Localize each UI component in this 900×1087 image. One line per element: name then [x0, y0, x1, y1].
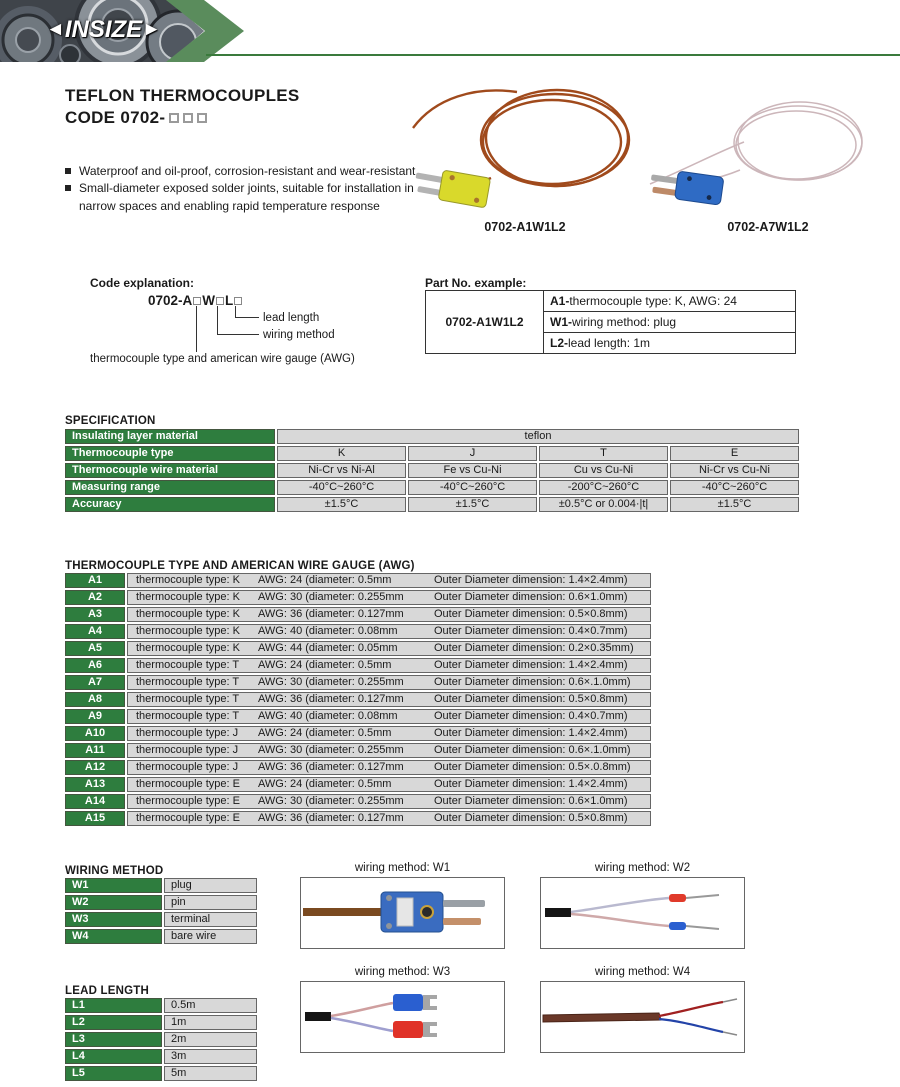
feature-item	[65, 163, 425, 180]
awg-row	[65, 658, 651, 673]
awg-od: Outer Diameter dimension: 0.6×.1.0mm)	[434, 676, 631, 688]
wiring-figure-w4	[540, 966, 745, 1053]
awg-row-text	[127, 607, 651, 622]
t-thermocouple-photo	[648, 88, 888, 218]
wiring-figure-caption: wiring method: W1	[354, 862, 451, 874]
awg-gauge: AWG: 36 (diameter: 0.127mm	[258, 761, 404, 773]
awg-row-text	[127, 692, 651, 707]
lead-length-table	[65, 998, 257, 1083]
awg-code-cell: A4	[65, 624, 125, 639]
wiring-code-cell: W4	[65, 929, 162, 944]
wiring-figure-box	[300, 877, 505, 949]
spec-cell: T	[539, 446, 668, 461]
code-placeholder-box-icon	[197, 113, 207, 123]
awg-type: thermocouple type: E	[136, 778, 240, 790]
awg-row-text	[127, 573, 651, 588]
product-image-t-type	[648, 88, 888, 223]
wiring-method-row	[65, 912, 257, 927]
awg-row-text	[127, 794, 651, 809]
awg-heading: THERMOCOUPLE TYPE AND AMERICAN WIRE GAUGE (AWG)	[65, 560, 415, 572]
part-desc-text: thermocouple type: K, AWG: 24	[569, 294, 737, 308]
wiring-figure-caption: wiring method: W4	[594, 966, 691, 978]
awg-type: thermocouple type: J	[136, 761, 239, 773]
awg-code-cell: A9	[65, 709, 125, 724]
awg-row	[65, 675, 651, 690]
product-code-title	[65, 108, 207, 128]
code-seg: W	[202, 293, 216, 308]
spec-row	[65, 429, 805, 444]
lead-length-row	[65, 1066, 257, 1081]
awg-type: thermocouple type: K	[136, 591, 240, 603]
awg-row-text	[127, 760, 651, 775]
spec-cell: K	[277, 446, 406, 461]
awg-code-cell: A2	[65, 590, 125, 605]
awg-od: Outer Diameter dimension: 0.5×.0.8mm)	[434, 761, 631, 773]
awg-gauge: AWG: 30 (diameter: 0.255mm	[258, 676, 404, 688]
wiring-value-cell: bare wire	[164, 929, 257, 944]
awg-od: Outer Diameter dimension: 0.6×.1.0mm)	[434, 744, 631, 756]
awg-row	[65, 726, 651, 741]
awg-gauge: AWG: 36 (diameter: 0.127mm	[258, 812, 404, 824]
code-explanation-heading: Code explanation:	[90, 276, 195, 290]
k-thermocouple-photo	[405, 80, 645, 215]
product-image-k-type	[405, 80, 645, 220]
awg-row-text	[127, 675, 651, 690]
brand-logo	[46, 16, 161, 44]
blue-plug-connector	[649, 167, 724, 205]
wiring-code-cell: W2	[65, 895, 162, 910]
awg-type: thermocouple type: T	[136, 659, 240, 671]
part-code: L2-	[550, 336, 568, 350]
awg-type: thermocouple type: K	[136, 574, 240, 586]
code-box-icon	[234, 297, 242, 305]
awg-row	[65, 794, 651, 809]
spec-cell: ±1.5°C	[408, 497, 537, 512]
awg-od: Outer Diameter dimension: 1.4×2.4mm)	[434, 574, 628, 586]
awg-code-cell: A8	[65, 692, 125, 707]
yellow-plug-connector	[413, 166, 491, 208]
lead-code-cell: L2	[65, 1015, 162, 1030]
awg-gauge: AWG: 24 (diameter: 0.5mm	[258, 574, 392, 586]
code-label-lead-length: lead length	[263, 312, 320, 324]
lead-code-cell: L4	[65, 1049, 162, 1064]
part-example-desc	[544, 291, 796, 312]
part-desc-text: lead length: 1m	[568, 336, 651, 350]
awg-row	[65, 760, 651, 775]
awg-row-text	[127, 743, 651, 758]
spec-cell: teflon	[277, 429, 799, 444]
awg-type: thermocouple type: K	[136, 608, 240, 620]
awg-od: Outer Diameter dimension: 0.6×1.0mm)	[434, 591, 628, 603]
wiring-method-table	[65, 878, 257, 946]
spec-cell: -40°C~260°C	[670, 480, 799, 495]
feature-text: Waterproof and oil-proof, corrosion-resistant and wear-resistant	[79, 164, 416, 178]
awg-row-text	[127, 709, 651, 724]
awg-row	[65, 709, 651, 724]
code-label-thermocouple-type: thermocouple type and american wire gauge (AWG)	[90, 353, 355, 365]
connector-line	[196, 306, 197, 352]
code-placeholder-box-icon	[183, 113, 193, 123]
awg-gauge: AWG: 30 (diameter: 0.255mm	[258, 591, 404, 603]
awg-code-cell: A15	[65, 811, 125, 826]
spec-row	[65, 446, 805, 461]
wiring-figure-caption: wiring method: W2	[594, 862, 691, 874]
awg-gauge: AWG: 36 (diameter: 0.127mm	[258, 693, 404, 705]
bullet-square-icon	[65, 168, 71, 174]
wiring-figure-box	[540, 877, 745, 949]
awg-row	[65, 743, 651, 758]
bare-wire-illustration	[541, 982, 742, 1050]
awg-gauge: AWG: 24 (diameter: 0.5mm	[258, 727, 392, 739]
logo-right-arrow-icon: ►	[142, 19, 161, 40]
awg-type: thermocouple type: T	[136, 710, 240, 722]
spec-cell: Ni-Cr vs Cu-Ni	[670, 463, 799, 478]
spec-cell: J	[408, 446, 537, 461]
code-label-wiring-method: wiring method	[263, 329, 335, 341]
code-seg: L	[225, 293, 234, 308]
awg-od: Outer Diameter dimension: 0.4×0.7mm)	[434, 710, 628, 722]
awg-code-cell: A5	[65, 641, 125, 656]
code-box-icon	[216, 297, 224, 305]
spec-cell: -200°C~260°C	[539, 480, 668, 495]
spec-cell: Ni-Cr vs Ni-Al	[277, 463, 406, 478]
spec-row-label: Insulating layer material	[65, 429, 275, 444]
wiring-code-cell: W1	[65, 878, 162, 893]
spec-row	[65, 463, 805, 478]
awg-type: thermocouple type: J	[136, 727, 239, 739]
part-desc-text: wiring method: plug	[572, 315, 677, 329]
awg-od: Outer Diameter dimension: 0.4×0.7mm)	[434, 625, 628, 637]
awg-row-text	[127, 811, 651, 826]
awg-gauge: AWG: 30 (diameter: 0.255mm	[258, 744, 404, 756]
awg-gauge: AWG: 44 (diameter: 0.05mm	[258, 642, 398, 654]
product-code-prefix: CODE 0702-	[65, 108, 166, 127]
spec-cell: Fe vs Cu-Ni	[408, 463, 537, 478]
wiring-method-row	[65, 895, 257, 910]
wiring-figure-caption: wiring method: W3	[354, 966, 451, 978]
wiring-value-cell: pin	[164, 895, 257, 910]
awg-code-cell: A3	[65, 607, 125, 622]
wiring-value-cell: plug	[164, 878, 257, 893]
wiring-figure-w2	[540, 862, 745, 949]
awg-gauge: AWG: 24 (diameter: 0.5mm	[258, 778, 392, 790]
awg-row-text	[127, 590, 651, 605]
lead-value-cell: 1m	[164, 1015, 257, 1030]
awg-row-text	[127, 624, 651, 639]
header-rule	[206, 54, 900, 56]
code-box-icon	[193, 297, 201, 305]
spec-row-label: Measuring range	[65, 480, 275, 495]
awg-code-cell: A11	[65, 743, 125, 758]
plug-wiring-illustration	[301, 878, 502, 946]
awg-gauge: AWG: 24 (diameter: 0.5mm	[258, 659, 392, 671]
lead-length-row	[65, 998, 257, 1013]
spec-row	[65, 480, 805, 495]
awg-type: thermocouple type: J	[136, 744, 239, 756]
awg-code-cell: A1	[65, 573, 125, 588]
wiring-value-cell: terminal	[164, 912, 257, 927]
part-example-desc	[544, 312, 796, 333]
feature-text: Small-diameter exposed solder joints, suitable for installation in narrow spaces and enabling rapid temperature response	[79, 181, 414, 213]
awg-gauge: AWG: 36 (diameter: 0.127mm	[258, 608, 404, 620]
spec-row-label: Accuracy	[65, 497, 275, 512]
awg-gauge: AWG: 30 (diameter: 0.255mm	[258, 795, 404, 807]
awg-gauge: AWG: 40 (diameter: 0.08mm	[258, 710, 398, 722]
awg-code-cell: A12	[65, 760, 125, 775]
wiring-figure-box	[540, 981, 745, 1053]
spec-cell: ±1.5°C	[670, 497, 799, 512]
awg-table	[65, 573, 651, 828]
wiring-figure-box	[300, 981, 505, 1053]
part-code: A1-	[550, 294, 570, 308]
spec-row	[65, 497, 805, 512]
lead-value-cell: 5m	[164, 1066, 257, 1081]
awg-code-cell: A13	[65, 777, 125, 792]
awg-type: thermocouple type: T	[136, 693, 240, 705]
awg-od: Outer Diameter dimension: 0.6×1.0mm)	[434, 795, 628, 807]
code-seg: 0702-A	[148, 293, 193, 308]
lead-value-cell: 2m	[164, 1032, 257, 1047]
pin-wiring-illustration	[541, 878, 742, 946]
awg-od: Outer Diameter dimension: 0.2×0.35mm)	[434, 642, 634, 654]
awg-code-cell: A7	[65, 675, 125, 690]
connector-line	[217, 306, 259, 335]
page-title: TEFLON THERMOCOUPLES	[65, 86, 300, 105]
spec-cell: ±1.5°C	[277, 497, 406, 512]
feature-list	[65, 163, 425, 215]
awg-gauge: AWG: 40 (diameter: 0.08mm	[258, 625, 398, 637]
logo-left-arrow-icon: ◄	[46, 19, 65, 40]
bullet-square-icon	[65, 185, 71, 191]
awg-od: Outer Diameter dimension: 1.4×2.4mm)	[434, 778, 628, 790]
wiring-method-row	[65, 878, 257, 893]
awg-row-text	[127, 641, 651, 656]
specification-heading: SPECIFICATION	[65, 415, 156, 427]
terminal-wiring-illustration	[301, 982, 502, 1050]
awg-od: Outer Diameter dimension: 0.5×0.8mm)	[434, 608, 628, 620]
awg-type: thermocouple type: K	[136, 642, 240, 654]
awg-code-cell: A10	[65, 726, 125, 741]
lead-length-row	[65, 1015, 257, 1030]
spec-cell: ±0.5°C or 0.004·|t|	[539, 497, 668, 512]
awg-row-text	[127, 726, 651, 741]
spec-row-label: Thermocouple type	[65, 446, 275, 461]
lead-value-cell: 3m	[164, 1049, 257, 1064]
specification-table	[65, 429, 805, 514]
part-example-table	[425, 290, 796, 354]
wiring-method-row	[65, 929, 257, 944]
lead-code-cell: L3	[65, 1032, 162, 1047]
wiring-figure-w3	[300, 966, 505, 1053]
part-number-cell: 0702-A1W1L2	[426, 291, 544, 354]
awg-row-text	[127, 658, 651, 673]
awg-od: Outer Diameter dimension: 0.5×0.8mm)	[434, 812, 628, 824]
awg-row	[65, 811, 651, 826]
part-code: W1-	[550, 315, 572, 329]
spec-row-label: Thermocouple wire material	[65, 463, 275, 478]
awg-row-text	[127, 777, 651, 792]
spec-cell: -40°C~260°C	[408, 480, 537, 495]
awg-od: Outer Diameter dimension: 0.5×0.8mm)	[434, 693, 628, 705]
awg-type: thermocouple type: T	[136, 676, 240, 688]
awg-row	[65, 777, 651, 792]
awg-row	[65, 607, 651, 622]
lead-length-row	[65, 1049, 257, 1064]
lead-length-heading: LEAD LENGTH	[65, 985, 149, 997]
wiring-method-heading: WIRING METHOD	[65, 865, 164, 877]
awg-code-cell: A14	[65, 794, 125, 809]
awg-type: thermocouple type: E	[136, 812, 240, 824]
awg-row	[65, 641, 651, 656]
logo-text: INSIZE	[64, 16, 143, 43]
awg-row	[65, 624, 651, 639]
awg-type: thermocouple type: K	[136, 625, 240, 637]
awg-row	[65, 692, 651, 707]
awg-code-cell: A6	[65, 658, 125, 673]
lead-code-cell: L5	[65, 1066, 162, 1081]
lead-length-row	[65, 1032, 257, 1047]
lead-code-cell: L1	[65, 998, 162, 1013]
part-example-row	[426, 291, 796, 312]
spec-cell: E	[670, 446, 799, 461]
awg-od: Outer Diameter dimension: 1.4×2.4mm)	[434, 659, 628, 671]
part-example-desc	[544, 333, 796, 354]
wiring-code-cell: W3	[65, 912, 162, 927]
product-label: 0702-A7W1L2	[727, 220, 809, 234]
spec-cell: Cu vs Cu-Ni	[539, 463, 668, 478]
awg-type: thermocouple type: E	[136, 795, 240, 807]
wiring-figure-w1	[300, 862, 505, 949]
part-example-heading: Part No. example:	[425, 276, 527, 290]
product-label: 0702-A1W1L2	[484, 220, 566, 234]
awg-row	[65, 573, 651, 588]
awg-od: Outer Diameter dimension: 1.4×2.4mm)	[434, 727, 628, 739]
lead-value-cell: 0.5m	[164, 998, 257, 1013]
code-placeholder-box-icon	[169, 113, 179, 123]
awg-row	[65, 590, 651, 605]
spec-cell: -40°C~260°C	[277, 480, 406, 495]
feature-item	[65, 180, 425, 215]
